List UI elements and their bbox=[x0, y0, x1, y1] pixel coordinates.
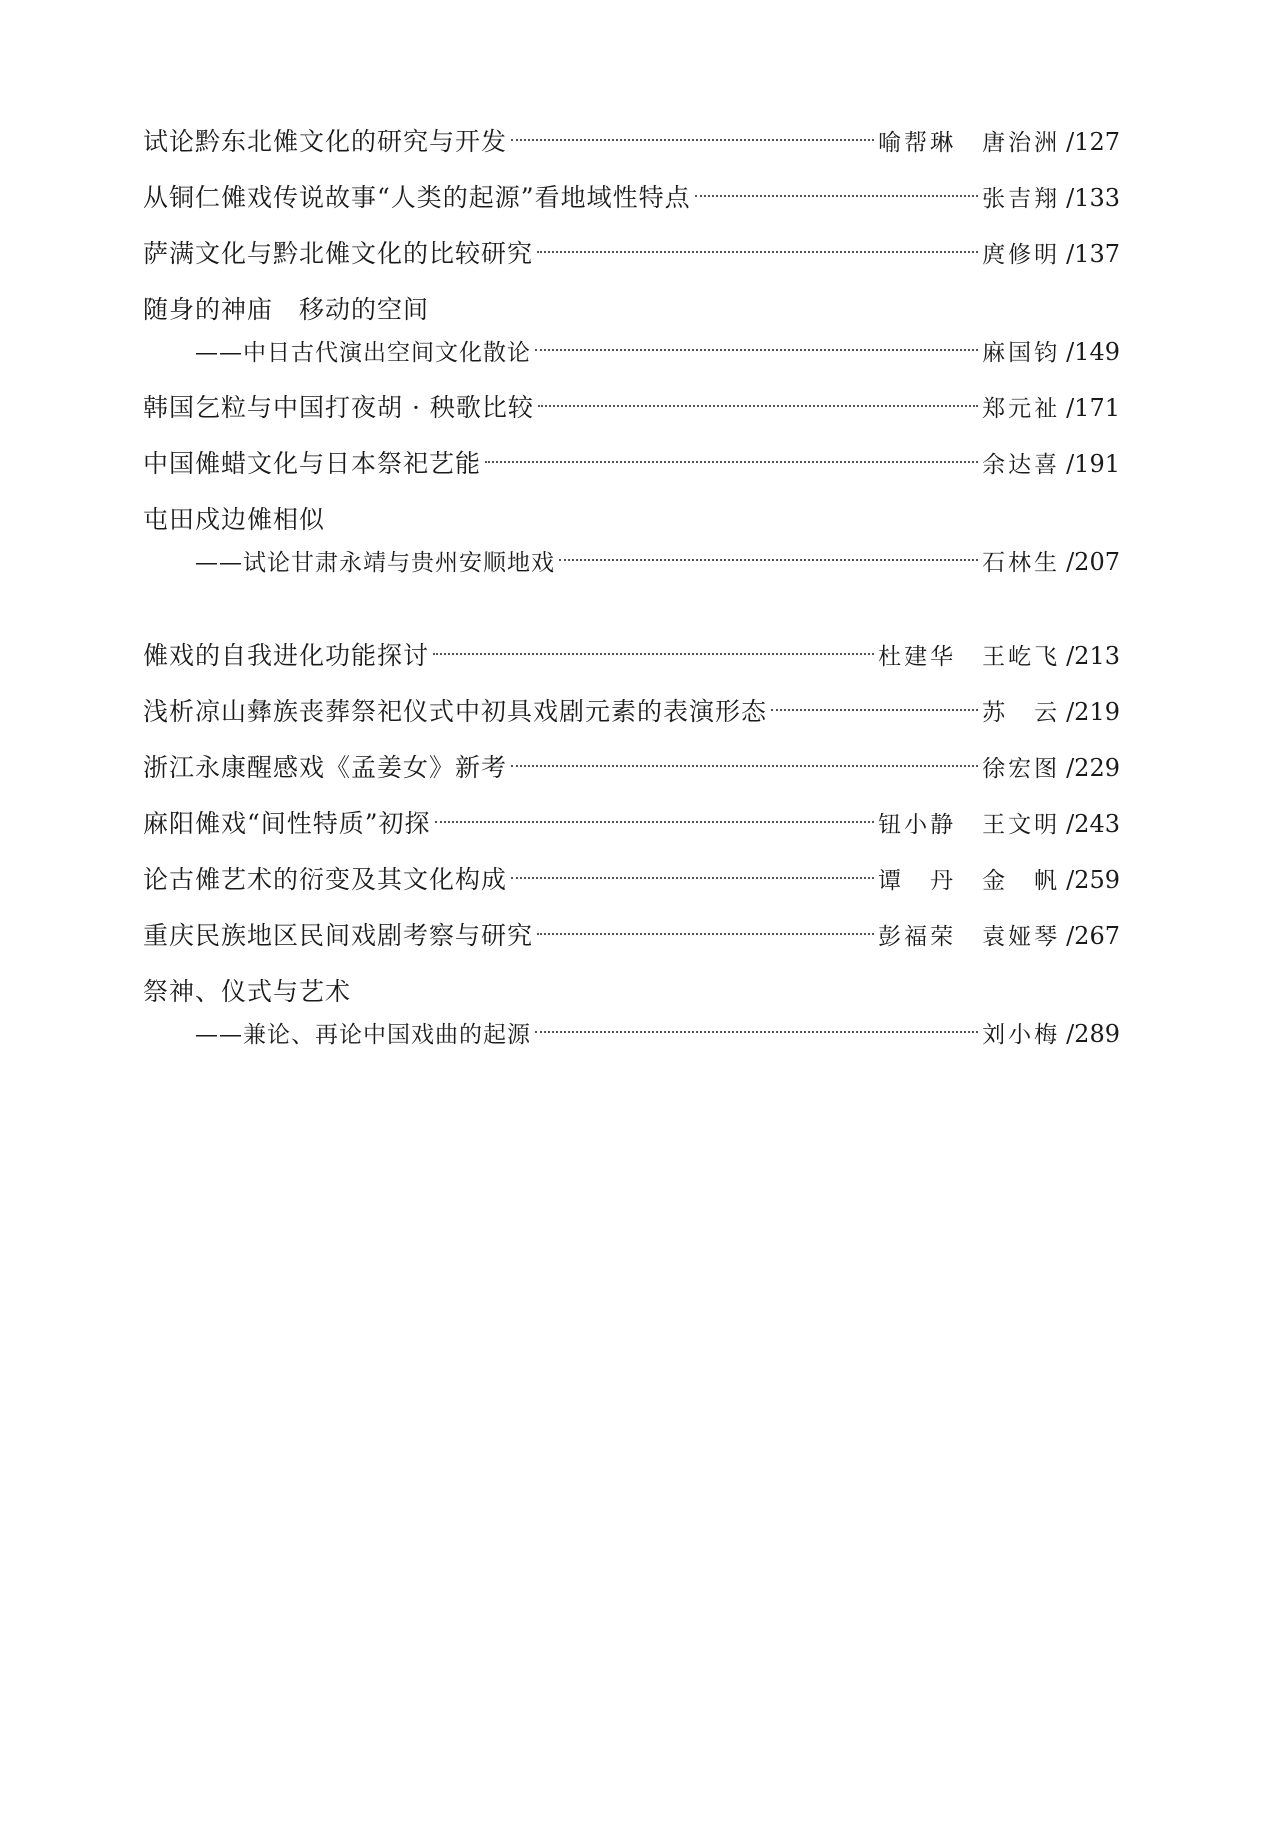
entry-title: 浅析凉山彝族丧葬祭祀仪式中初具戏剧元素的表演形态 bbox=[143, 697, 768, 726]
entry-page: /133 bbox=[1066, 184, 1120, 212]
dot-leader bbox=[511, 877, 874, 879]
entry-title: 试论黔东北傩文化的研究与开发 bbox=[143, 127, 508, 156]
dot-leader bbox=[559, 559, 978, 561]
toc-entry[interactable] bbox=[143, 390, 1120, 426]
entry-title: 屯田戍边傩相似 bbox=[143, 505, 326, 534]
entry-author: 石林生 bbox=[982, 550, 1061, 576]
entry-author: 张吉翔 bbox=[982, 186, 1061, 212]
entry-page: /191 bbox=[1066, 450, 1120, 478]
dot-leader bbox=[535, 1031, 978, 1033]
toc-entry[interactable] bbox=[143, 638, 1120, 674]
entry-page: /127 bbox=[1066, 128, 1120, 156]
entry-title: 韩国乞粒与中国打夜胡 · 秧歌比较 bbox=[143, 393, 534, 422]
dot-leader bbox=[511, 139, 874, 141]
entry-page: /267 bbox=[1066, 922, 1120, 950]
toc-group-1 bbox=[143, 124, 1120, 580]
entry-page: /213 bbox=[1066, 642, 1120, 670]
toc-entry[interactable] bbox=[143, 750, 1120, 786]
entry-title: 萨满文化与黔北傩文化的比较研究 bbox=[143, 239, 534, 268]
toc-entry[interactable] bbox=[143, 918, 1120, 954]
entry-page: /137 bbox=[1066, 240, 1120, 268]
dot-leader bbox=[435, 821, 875, 823]
toc-entry[interactable] bbox=[143, 974, 1120, 1052]
entry-author: 彭福荣 袁娅琴 bbox=[878, 924, 1061, 950]
dot-leader bbox=[511, 765, 978, 767]
entry-author: 苏 云 bbox=[982, 700, 1061, 726]
entry-author: 谭 丹 金 帆 bbox=[878, 868, 1061, 894]
toc-entry[interactable] bbox=[143, 180, 1120, 216]
entry-title: 麻阳傩戏“间性特质”初探 bbox=[143, 809, 431, 838]
entry-author: 喻帮琳 唐治洲 bbox=[878, 130, 1061, 156]
entry-author: 麻国钧 bbox=[982, 340, 1061, 366]
entry-page: /229 bbox=[1066, 754, 1120, 782]
toc-entry[interactable] bbox=[143, 124, 1120, 160]
entry-subtitle: ——中日古代演出空间文化散论 bbox=[195, 340, 531, 366]
entry-author: 余达喜 bbox=[982, 452, 1061, 478]
entry-author: 郑元祉 bbox=[982, 396, 1061, 422]
entry-title: 重庆民族地区民间戏剧考察与研究 bbox=[143, 921, 534, 950]
entry-title: 傩戏的自我进化功能探讨 bbox=[143, 641, 430, 670]
entry-title: 中国傩蜡文化与日本祭祀艺能 bbox=[143, 449, 482, 478]
toc-entry[interactable] bbox=[143, 502, 1120, 580]
entry-page: /219 bbox=[1066, 698, 1120, 726]
toc-entry[interactable] bbox=[143, 694, 1120, 730]
toc-entry[interactable] bbox=[143, 806, 1120, 842]
entry-subtitle: ——试论甘肃永靖与贵州安顺地戏 bbox=[195, 550, 555, 576]
entry-page: /171 bbox=[1066, 394, 1120, 422]
entry-author: 钮小静 王文明 bbox=[878, 812, 1061, 838]
table-of-contents bbox=[143, 124, 1120, 1052]
toc-entry[interactable] bbox=[143, 446, 1120, 482]
entry-page: /259 bbox=[1066, 866, 1120, 894]
dot-leader bbox=[535, 349, 978, 351]
entry-title: 从铜仁傩戏传说故事“人类的起源”看地域性特点 bbox=[143, 183, 691, 212]
entry-title: 随身的神庙 移动的空间 bbox=[143, 295, 430, 324]
dot-leader bbox=[771, 709, 978, 711]
dot-leader bbox=[433, 653, 874, 655]
entry-page: /207 bbox=[1066, 548, 1120, 576]
entry-subtitle: ——兼论、再论中国戏曲的起源 bbox=[195, 1022, 531, 1048]
toc-group-2 bbox=[143, 638, 1120, 1052]
entry-page: /289 bbox=[1066, 1020, 1120, 1048]
dot-leader bbox=[537, 251, 978, 253]
entry-author: 刘小梅 bbox=[982, 1022, 1061, 1048]
entry-title: 论古傩艺术的衍变及其文化构成 bbox=[143, 865, 508, 894]
dot-leader bbox=[485, 461, 978, 463]
entry-page: /149 bbox=[1066, 338, 1120, 366]
entry-author: 庹修明 bbox=[982, 242, 1061, 268]
entry-title: 祭神、仪式与艺术 bbox=[143, 977, 352, 1006]
dot-leader bbox=[538, 405, 978, 407]
entry-title: 浙江永康醒感戏《孟姜女》新考 bbox=[143, 753, 508, 782]
entry-author: 杜建华 王屹飞 bbox=[878, 644, 1061, 670]
dot-leader bbox=[537, 933, 874, 935]
toc-entry[interactable] bbox=[143, 236, 1120, 272]
entry-page: /243 bbox=[1066, 810, 1120, 838]
dot-leader bbox=[695, 195, 979, 197]
toc-entry[interactable] bbox=[143, 292, 1120, 370]
toc-entry[interactable] bbox=[143, 862, 1120, 898]
entry-author: 徐宏图 bbox=[982, 756, 1061, 782]
